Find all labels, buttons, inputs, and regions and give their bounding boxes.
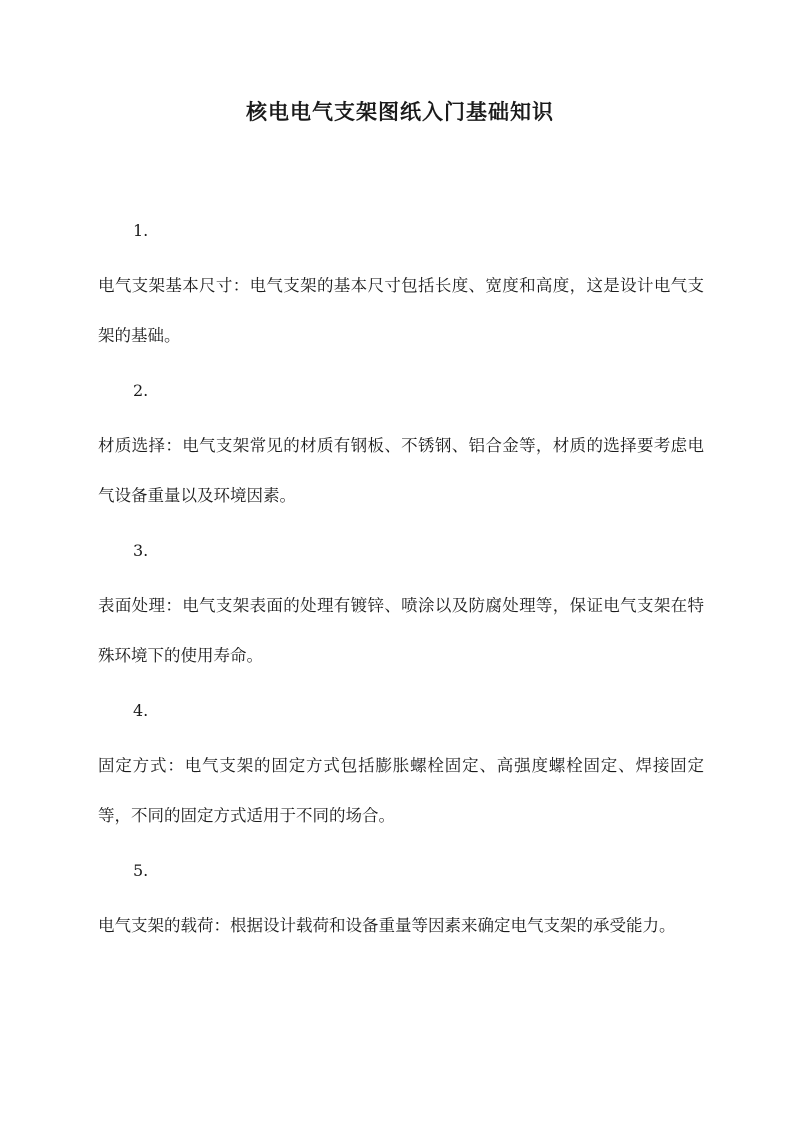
page-title: 核电电气支架图纸入门基础知识 [246, 99, 554, 124]
section-number: 5. [133, 861, 149, 880]
section-number: 4. [133, 701, 149, 720]
section-number: 2. [133, 381, 149, 400]
section-number: 1. [133, 221, 149, 240]
section-text: 表面处理：电气支架表面的处理有镀锌、喷涂以及防腐处理等，保证电气支架在特殊环境下的使用寿命。 [98, 596, 704, 665]
section-text: 固定方式：电气支架的固定方式包括膨胀螺栓固定、高强度螺栓固定、焊接固定等，不同的固定方式适用于不同的场合。 [98, 756, 704, 825]
section-number: 3. [133, 541, 149, 560]
section-text: 电气支架的载荷：根据设计载荷和设备重量等因素来确定电气支架的承受能力。 [98, 916, 676, 935]
section-text: 电气支架基本尺寸：电气支架的基本尺寸包括长度、宽度和高度，这是设计电气支架的基础。 [98, 276, 704, 345]
section-text: 材质选择：电气支架常见的材质有钢板、不锈钢、铝合金等，材质的选择要考虑电气设备重量以及环境因素。 [98, 436, 704, 505]
